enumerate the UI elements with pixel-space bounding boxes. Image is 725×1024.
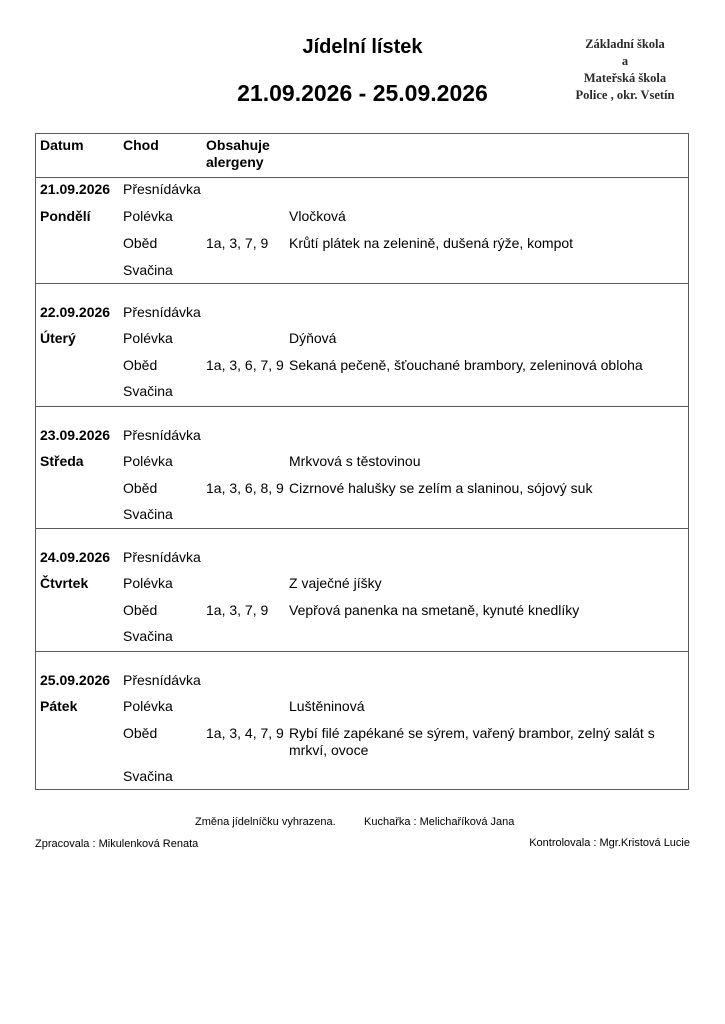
school-line: Police , okr. Vsetín bbox=[575, 88, 675, 102]
footer-prepared-by: Zpracovala : Mikulenková Renata bbox=[35, 838, 199, 850]
course-name: Oběd bbox=[123, 725, 158, 741]
dish-name: Krůtí plátek na zelenině, dušená rýže, kompot bbox=[289, 235, 574, 251]
allergens: 1a, 3, 7, 9 bbox=[206, 602, 269, 618]
course-name: Přesnídávka bbox=[123, 427, 201, 443]
school-name bbox=[555, 36, 695, 104]
course-name: Oběd bbox=[123, 357, 158, 373]
course-name: Svačina bbox=[123, 262, 173, 278]
day-name: Úterý bbox=[40, 330, 76, 346]
allergens: 1a, 3, 6, 7, 9 bbox=[206, 357, 284, 373]
table-header bbox=[36, 134, 688, 178]
course-name: Polévka bbox=[123, 453, 173, 469]
day-name: Pondělí bbox=[40, 208, 91, 224]
day-date: 21.09.2026 bbox=[40, 181, 111, 197]
course-name: Polévka bbox=[123, 330, 173, 346]
course-name: Svačina bbox=[123, 768, 173, 784]
day-date: 25.09.2026 bbox=[40, 672, 111, 688]
date-range: 21.09.2026 - 25.09.2026 bbox=[237, 80, 488, 106]
header-chod: Chod bbox=[123, 137, 159, 153]
allergens: 1a, 3, 7, 9 bbox=[206, 235, 269, 251]
day-name: Čtvrtek bbox=[40, 575, 89, 591]
header-datum: Datum bbox=[40, 137, 84, 153]
course-name: Svačina bbox=[123, 506, 173, 522]
menu-table bbox=[35, 133, 689, 790]
day-block bbox=[36, 407, 688, 529]
footer-note: Změna jídelníčku vyhrazena. bbox=[195, 816, 336, 828]
school-line: Základní škola bbox=[585, 37, 665, 51]
course-name: Oběd bbox=[123, 602, 158, 618]
course-name: Polévka bbox=[123, 208, 173, 224]
day-date: 22.09.2026 bbox=[40, 304, 111, 320]
course-name: Přesnídávka bbox=[123, 672, 201, 688]
header-alergeny-line1: Obsahuje bbox=[206, 137, 270, 153]
footer-checked-by: Kontrolovala : Mgr.Kristová Lucie bbox=[529, 837, 690, 849]
day-block bbox=[36, 178, 688, 284]
dish-name: Rybí filé zapékané se sýrem, vařený brambor, zelný salát s mrkví, ovoce bbox=[289, 725, 655, 758]
course-name: Oběd bbox=[123, 235, 158, 251]
dish-name: Vepřová panenka na smetaně, kynuté knedlíky bbox=[289, 602, 580, 618]
day-name: Pátek bbox=[40, 698, 78, 714]
dish-name: Z vaječné jíšky bbox=[289, 575, 382, 591]
course-name: Oběd bbox=[123, 480, 158, 496]
day-name: Středa bbox=[40, 453, 84, 469]
day-block bbox=[36, 529, 688, 652]
footer-cook: Kuchařka : Melichaříková Jana bbox=[364, 816, 515, 828]
school-line: Mateřská škola bbox=[583, 71, 667, 85]
course-name: Svačina bbox=[123, 628, 173, 644]
course-name: Svačina bbox=[123, 383, 173, 399]
day-block bbox=[36, 652, 688, 791]
dish-name: Sekaná pečeně, šťouchané brambory, zeleninová obloha bbox=[289, 357, 643, 373]
header-alergeny bbox=[206, 137, 270, 171]
day-block bbox=[36, 284, 688, 407]
course-name: Přesnídávka bbox=[123, 181, 201, 197]
school-line: a bbox=[621, 54, 629, 68]
course-name: Přesnídávka bbox=[123, 304, 201, 320]
allergens: 1a, 3, 6, 8, 9 bbox=[206, 480, 284, 496]
dish-name: Mrkvová s těstovinou bbox=[289, 453, 421, 469]
dish-name: Dýňová bbox=[289, 330, 337, 346]
course-name: Polévka bbox=[123, 575, 173, 591]
course-name: Přesnídávka bbox=[123, 549, 201, 565]
page-title: Jídelní lístek bbox=[302, 36, 423, 58]
day-date: 24.09.2026 bbox=[40, 549, 111, 565]
course-name: Polévka bbox=[123, 698, 173, 714]
dish-name: Cizrnové halušky se zelím a slaninou, sójový suk bbox=[289, 480, 593, 496]
dish-name: Luštěninová bbox=[289, 698, 365, 714]
dish-name: Vločková bbox=[289, 208, 346, 224]
header-alergeny-line2: alergeny bbox=[206, 154, 264, 170]
day-date: 23.09.2026 bbox=[40, 427, 111, 443]
allergens: 1a, 3, 4, 7, 9 bbox=[206, 725, 284, 741]
